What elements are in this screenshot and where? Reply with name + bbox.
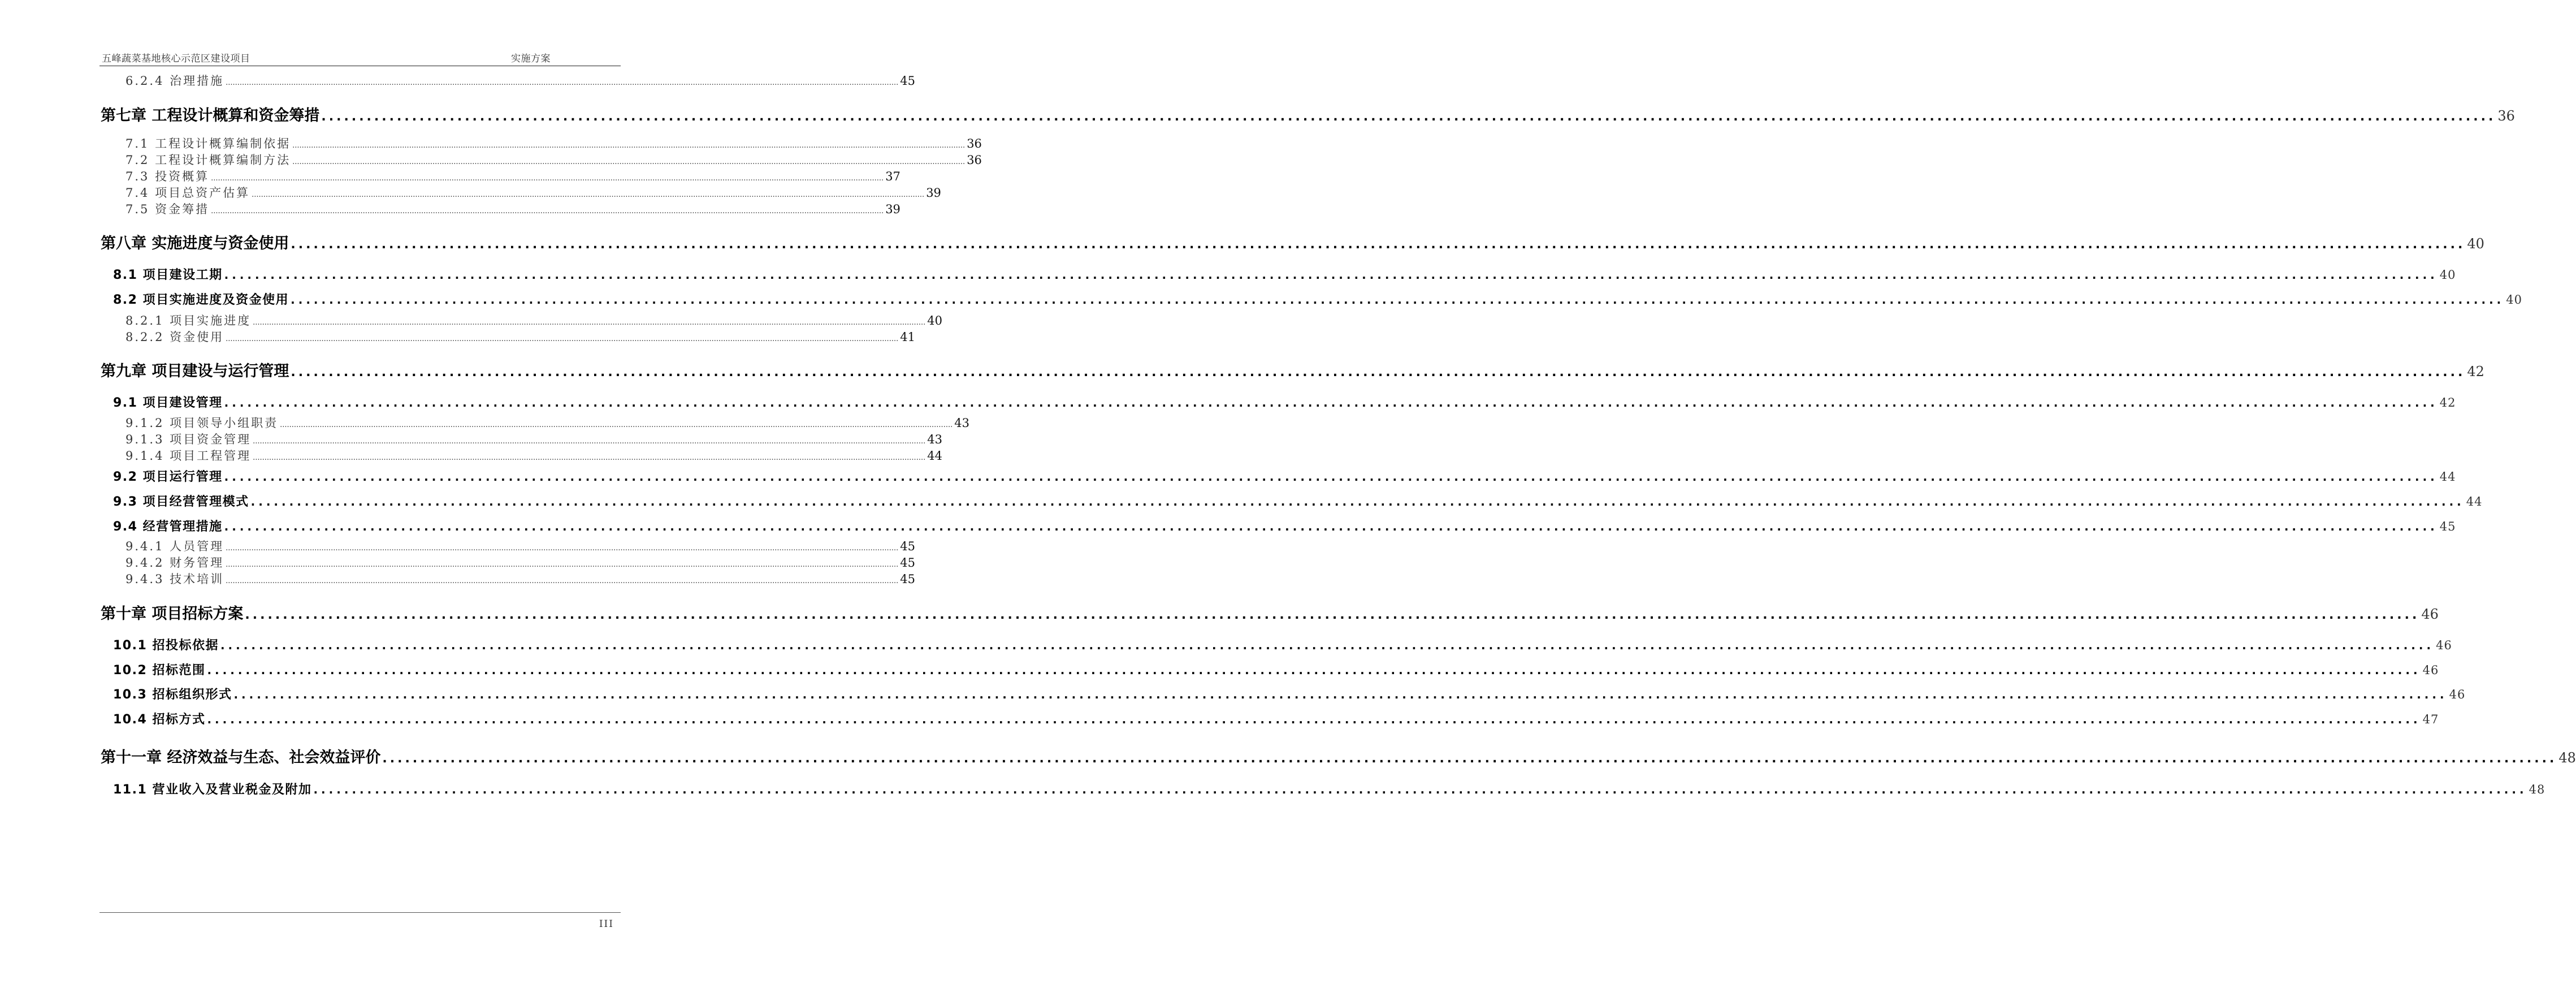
toc-entry-chapter[interactable] bbox=[101, 103, 2515, 125]
toc-entry-sub[interactable] bbox=[125, 328, 915, 345]
toc-entry-page-number: 40 bbox=[2439, 268, 2456, 282]
toc-entry-page-number: 42 bbox=[2439, 396, 2456, 409]
toc-dot-leader: ................................................................................................................................................................................................................................................................................................ bbox=[224, 470, 2438, 484]
toc-entry-page-number: 46 bbox=[2422, 663, 2439, 677]
toc-entry-sub[interactable] bbox=[125, 537, 915, 554]
toc-dot-leader: ................................................................................................................................................................................................................................................................................................ bbox=[321, 110, 2496, 124]
toc-entry-sub[interactable] bbox=[125, 151, 982, 168]
toc-entry-page-number: 40 bbox=[2506, 293, 2522, 307]
page-header bbox=[99, 49, 621, 66]
toc-dot-leader: ................................................................................................................................................................................................................................................................................................ bbox=[245, 608, 2420, 622]
toc-dot-leader: ................................................................................................................................................................................................................................................................................................ bbox=[226, 335, 899, 343]
toc-entry-title: 第七章 工程设计概算和资金筹措 bbox=[101, 107, 320, 124]
page-number: III bbox=[599, 918, 614, 930]
toc-entry-title: 第十章 项目招标方案 bbox=[101, 605, 244, 623]
toc-entry-page-number: 45 bbox=[900, 74, 915, 88]
toc-entry-chapter[interactable] bbox=[101, 601, 2439, 623]
toc-entry-title: 7.2 工程设计概算编制方法 bbox=[125, 153, 291, 167]
toc-dot-leader: ................................................................................................................................................................................................................................................................................................ bbox=[291, 293, 2505, 307]
toc-dot-leader: ................................................................................................................................................................................................................................................................................................ bbox=[253, 454, 926, 462]
toc-entry-title: 7.5 资金筹措 bbox=[125, 202, 210, 216]
toc-entry-title: 8.2.2 资金使用 bbox=[125, 330, 224, 344]
toc-entry-page-number: 44 bbox=[2466, 495, 2483, 508]
toc-entry-page-number: 41 bbox=[900, 330, 915, 344]
toc-dot-leader: ................................................................................................................................................................................................................................................................................................ bbox=[280, 421, 953, 429]
toc-entry-title: 11.1 营业收入及营业税金及附加 bbox=[113, 783, 312, 797]
toc-dot-leader: ................................................................................................................................................................................................................................................................................................ bbox=[292, 158, 966, 166]
toc-entry-sub[interactable] bbox=[125, 447, 942, 464]
toc-entry-page-number: 43 bbox=[927, 433, 942, 446]
toc-dot-leader: ................................................................................................................................................................................................................................................................................................ bbox=[253, 437, 926, 446]
toc-entry-title: 9.1.4 项目工程管理 bbox=[125, 449, 252, 463]
toc-entry-title: 9.1 项目建设管理 bbox=[113, 396, 223, 410]
toc-dot-leader: ................................................................................................................................................................................................................................................................................................ bbox=[211, 207, 884, 215]
toc-entry-section[interactable] bbox=[113, 685, 2466, 702]
toc-entry-page-number: 46 bbox=[2449, 688, 2466, 701]
toc-dot-leader: ................................................................................................................................................................................................................................................................................................ bbox=[250, 495, 2465, 508]
toc-entry-title: 9.4.1 人员管理 bbox=[125, 540, 224, 553]
toc-dot-leader: ................................................................................................................................................................................................................................................................................................ bbox=[291, 238, 2466, 252]
toc-entry-page-number: 40 bbox=[927, 314, 942, 327]
toc-entry-page-number: 48 bbox=[2558, 750, 2576, 766]
toc-entry-section[interactable] bbox=[113, 467, 2456, 485]
toc-entry-title: 9.2 项目运行管理 bbox=[113, 470, 223, 484]
toc-dot-leader: ................................................................................................................................................................................................................................................................................................ bbox=[226, 560, 899, 569]
toc-entry-sub[interactable] bbox=[125, 135, 982, 152]
toc-entry-title: 第九章 项目建设与运行管理 bbox=[101, 363, 289, 380]
toc-entry-title: 第八章 实施进度与资金使用 bbox=[101, 235, 289, 252]
toc-entry-sub[interactable] bbox=[125, 414, 969, 431]
toc-dot-leader: ................................................................................................................................................................................................................................................................................................ bbox=[224, 396, 2438, 409]
toc-entry-page-number: 46 bbox=[2421, 606, 2439, 622]
toc-entry-title: 9.1.2 项目领导小组职责 bbox=[125, 416, 279, 430]
toc-entry-title: 8.1 项目建设工期 bbox=[113, 268, 223, 282]
toc-entry-section[interactable] bbox=[113, 492, 2483, 510]
toc-dot-leader: ................................................................................................................................................................................................................................................................................................ bbox=[382, 752, 2557, 766]
toc-entry-title: 10.1 招投标依据 bbox=[113, 639, 219, 653]
toc-entry-page-number: 47 bbox=[2422, 713, 2439, 726]
header-document-type: 实施方案 bbox=[511, 53, 551, 64]
toc-entry-page-number: 36 bbox=[967, 153, 982, 167]
toc-dot-leader: ................................................................................................................................................................................................................................................................................................ bbox=[211, 174, 884, 183]
toc-entry-page-number: 43 bbox=[954, 416, 969, 430]
toc-entry-section[interactable] bbox=[113, 780, 2545, 797]
toc-entry-title: 8.2 项目实施进度及资金使用 bbox=[113, 293, 289, 307]
toc-entry-sub[interactable] bbox=[125, 430, 942, 447]
toc-entry-sub[interactable] bbox=[125, 167, 900, 184]
toc-entry-page-number: 45 bbox=[2439, 520, 2456, 533]
toc-entry-sub[interactable] bbox=[125, 312, 942, 329]
toc-entry-title: 9.4.2 财务管理 bbox=[125, 556, 224, 570]
toc-entry-sub[interactable] bbox=[125, 554, 915, 571]
toc-dot-leader: ................................................................................................................................................................................................................................................................................................ bbox=[224, 520, 2438, 533]
toc-entry-section[interactable] bbox=[113, 636, 2452, 653]
toc-entry-page-number: 44 bbox=[927, 449, 942, 463]
toc-entry-title: 7.4 项目总资产估算 bbox=[125, 186, 250, 200]
toc-entry-page-number: 45 bbox=[900, 572, 915, 586]
toc-entry-sub[interactable] bbox=[125, 570, 915, 587]
toc-entry-title: 6.2.4 治理措施 bbox=[125, 74, 224, 88]
toc-entry-section[interactable] bbox=[113, 517, 2456, 534]
toc-dot-leader: ................................................................................................................................................................................................................................................................................................ bbox=[313, 783, 2527, 796]
toc-entry-title: 10.2 招标范围 bbox=[113, 663, 206, 678]
toc-dot-leader: ................................................................................................................................................................................................................................................................................................ bbox=[233, 688, 2448, 701]
toc-dot-leader: ................................................................................................................................................................................................................................................................................................ bbox=[226, 544, 899, 553]
toc-entry-section[interactable] bbox=[113, 290, 2522, 308]
toc-entry-page-number: 45 bbox=[900, 540, 915, 553]
toc-entry-sub[interactable] bbox=[125, 72, 915, 89]
toc-entry-page-number: 36 bbox=[967, 137, 982, 150]
toc-entry-section[interactable] bbox=[113, 710, 2439, 727]
toc-entry-page-number: 36 bbox=[2497, 108, 2515, 124]
toc-dot-leader: ................................................................................................................................................................................................................................................................................................ bbox=[253, 318, 926, 327]
toc-dot-leader: ................................................................................................................................................................................................................................................................................................ bbox=[220, 639, 2435, 652]
toc-entry-chapter[interactable] bbox=[101, 745, 2576, 767]
toc-entry-title: 9.1.3 项目资金管理 bbox=[125, 433, 252, 446]
toc-entry-chapter[interactable] bbox=[101, 231, 2484, 253]
toc-entry-title: 9.3 项目经营管理模式 bbox=[113, 495, 249, 509]
toc-entry-sub[interactable] bbox=[125, 200, 900, 217]
toc-entry-title: 第十一章 经济效益与生态、社会效益评价 bbox=[101, 749, 381, 766]
toc-dot-leader: ................................................................................................................................................................................................................................................................................................ bbox=[291, 365, 2466, 379]
toc-entry-page-number: 40 bbox=[2467, 236, 2484, 252]
toc-entry-title: 7.1 工程设计概算编制依据 bbox=[125, 137, 291, 150]
toc-dot-leader: ................................................................................................................................................................................................................................................................................................ bbox=[224, 268, 2438, 282]
toc-dot-leader: ................................................................................................................................................................................................................................................................................................ bbox=[226, 577, 899, 585]
toc-dot-leader: ................................................................................................................................................................................................................................................................................................ bbox=[292, 141, 966, 150]
toc-entry-section[interactable] bbox=[113, 661, 2439, 678]
toc-entry-section[interactable] bbox=[113, 265, 2456, 283]
header-project-title: 五峰蔬菜基地核心示范区建设项目 bbox=[102, 53, 250, 64]
toc-entry-page-number: 48 bbox=[2529, 783, 2545, 796]
toc-entry-page-number: 44 bbox=[2439, 470, 2456, 484]
toc-entry-title: 8.2.1 项目实施进度 bbox=[125, 314, 252, 327]
toc-dot-leader: ................................................................................................................................................................................................................................................................................................ bbox=[207, 663, 2421, 677]
toc-entry-chapter[interactable] bbox=[101, 359, 2484, 381]
toc-entry-page-number: 39 bbox=[885, 202, 900, 216]
toc-entry-sub[interactable] bbox=[125, 184, 941, 201]
toc-entry-title: 10.4 招标方式 bbox=[113, 713, 206, 727]
toc-entry-title: 9.4.3 技术培训 bbox=[125, 572, 224, 586]
toc-dot-leader: ................................................................................................................................................................................................................................................................................................ bbox=[226, 79, 899, 87]
toc-entry-section[interactable] bbox=[113, 393, 2456, 411]
toc-entry-page-number: 42 bbox=[2467, 364, 2484, 379]
toc-entry-page-number: 46 bbox=[2436, 639, 2452, 652]
page-footer bbox=[99, 912, 621, 930]
toc-entry-title: 10.3 招标组织形式 bbox=[113, 688, 232, 702]
toc-entry-page-number: 37 bbox=[885, 170, 900, 183]
toc-entry-page-number: 39 bbox=[926, 186, 941, 200]
toc-dot-leader: ................................................................................................................................................................................................................................................................................................ bbox=[207, 713, 2421, 726]
toc-entry-title: 7.3 投资概算 bbox=[125, 170, 210, 183]
toc-entry-page-number: 45 bbox=[900, 556, 915, 570]
toc-dot-leader: ................................................................................................................................................................................................................................................................................................ bbox=[252, 191, 925, 199]
toc-entry-title: 9.4 经营管理措施 bbox=[113, 520, 223, 534]
